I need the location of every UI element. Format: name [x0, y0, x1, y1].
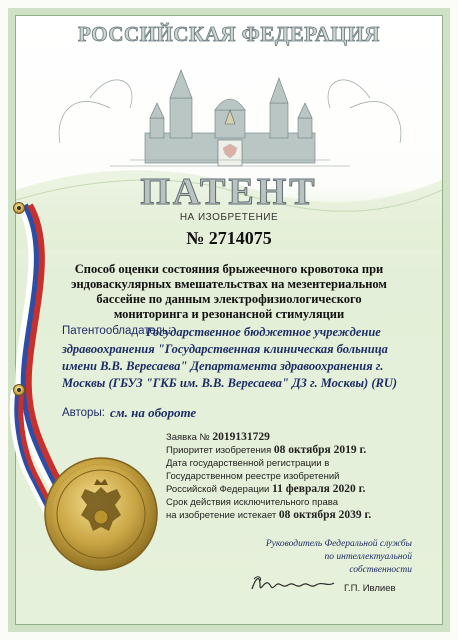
patent-title: ПАТЕНТ: [140, 171, 318, 213]
reg-line-1: Дата государственной регистрации в: [166, 458, 330, 469]
reg-date: 11 февраля 2020 г.: [271, 483, 366, 495]
grommet-bottom: [13, 384, 25, 396]
reg-line-2: Государственном реестре изобретений: [166, 471, 340, 482]
application-label: Заявка №: [166, 432, 210, 443]
authors-label: Авторы:: [62, 407, 105, 419]
reg-date-row: [166, 483, 416, 496]
holder-label: Патентообладатель:: [62, 325, 172, 337]
term-date-row: [166, 509, 416, 522]
grommet-top: [13, 202, 25, 214]
official-seal: [42, 455, 160, 573]
reg-line-3: Российской Федерации: [166, 484, 270, 495]
holder-text: Государственное бюджетное учреждение здравоохранения "Государственная клиническая больница имени В.В. Вересаева" Департамента здравоохранения г. Москвы (ГБУЗ "ГКБ им. В.В. Вересаева" ДЗ г. Москвы) (RU): [62, 325, 398, 390]
invention-title: Способ оценки состояния брыжеечного кровотока при эндоваскулярных вмешательствах на мезентериальном бассейне по данным электрофизиологического мониторинга и резонансной стимуляции: [71, 262, 387, 321]
country-title: РОССИЙСКАЯ ФЕДЕРАЦИЯ: [78, 22, 380, 46]
head-line-1: Руководитель Федеральной службы: [265, 539, 412, 549]
priority-row: [166, 444, 416, 457]
application-number: 2019131729: [212, 431, 270, 443]
term-line-2: на изобретение истекает: [166, 510, 277, 521]
term-line-1: Срок действия исключительного права: [166, 497, 338, 508]
signer-name: Г.П. Ивлиев: [344, 583, 396, 594]
registration-block: [166, 431, 416, 522]
patent-subtitle: НА ИЗОБРЕТЕНИЕ: [179, 212, 279, 223]
head-line-2: по интеллектуальной собственности: [324, 552, 412, 575]
term-date: 08 октября 2039 г.: [278, 509, 372, 521]
patent-number: № 2714075: [186, 228, 272, 248]
handwritten-signature: [248, 571, 338, 597]
priority-date: 08 октября 2019 г.: [273, 444, 367, 456]
priority-label: Приоритет изобретения: [166, 445, 272, 456]
authors-text: см. на обороте: [110, 405, 197, 420]
application-row: [166, 431, 416, 444]
